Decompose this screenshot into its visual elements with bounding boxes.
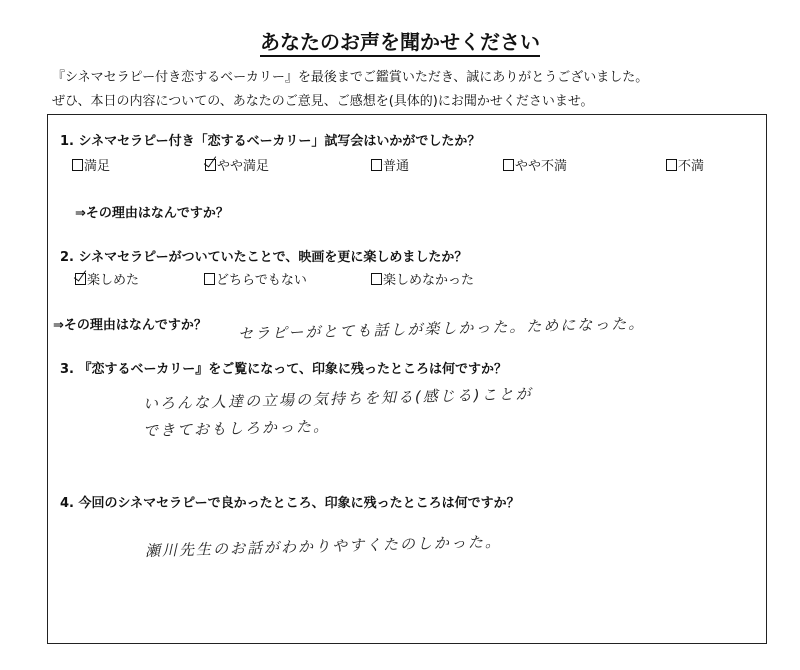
q2-question: 2. シネマセラピーがついていたことで、映画を更に楽しめましたか？ [60, 250, 468, 265]
q1-option-somewhat-satisfied[interactable]: やや満足 [205, 155, 269, 174]
q1-option-normal[interactable]: 普通 [371, 155, 409, 174]
q3-handwritten-answer-line-1: いろんな人達の立場の気持ちを知る(感じる)ことが [142, 384, 533, 413]
checked-checkbox-icon[interactable] [75, 273, 86, 285]
q1-reason-prompt: ⇒その理由はなんですか？ [75, 206, 229, 221]
q1-option-dissatisfied[interactable]: 不満 [666, 155, 704, 174]
intro-line-1: 『シネマセラピー付き恋するベーカリー』を最後までご鑑賞いただき、誠にありがとうございました。 [52, 70, 649, 85]
q1-question: 1. シネマセラピー付き「恋するベーカリー」試写会はいかがでしたか？ [60, 134, 481, 149]
q4-handwritten-answer: 瀬川先生のお話がわかりやすくたのしかった。 [144, 532, 503, 560]
checkbox-icon[interactable] [371, 159, 382, 171]
checkbox-icon[interactable] [72, 159, 83, 171]
page-title: あなたのお声を聞かせください [0, 26, 800, 55]
checked-checkbox-icon[interactable] [205, 159, 216, 171]
checkbox-icon[interactable] [204, 273, 215, 285]
survey-box [47, 114, 767, 644]
checkbox-icon[interactable] [371, 273, 382, 285]
q2-option-not-enjoyed[interactable]: 楽しめなかった [371, 269, 474, 288]
q2-handwritten-answer: セラピーがとても話しが楽しかった。ためになった。 [237, 314, 646, 343]
q3-question: 3. 『恋するベーカリー』をご覧になって、印象に残ったところは何ですか？ [60, 362, 507, 377]
q2-reason-prompt: ⇒その理由はなんですか？ [53, 318, 207, 333]
checkbox-icon[interactable] [503, 159, 514, 171]
q1-option-satisfied[interactable]: 満足 [72, 155, 110, 174]
q4-question: 4. 今回のシネマセラピーで良かったところ、印象に残ったところは何ですか？ [60, 496, 520, 511]
q1-option-somewhat-dissatisfied[interactable]: やや不満 [503, 155, 567, 174]
q3-handwritten-answer-line-2: できておもしろかった。 [142, 417, 331, 440]
q2-option-enjoyed[interactable]: 楽しめた [75, 269, 139, 288]
checkbox-icon[interactable] [666, 159, 677, 171]
q2-option-neither[interactable]: どちらでもない [204, 269, 307, 288]
intro-line-2: ぜひ、本日の内容についての、あなたのご意見、ご感想を(具体的)にお聞かせくださいませ。 [52, 94, 594, 109]
